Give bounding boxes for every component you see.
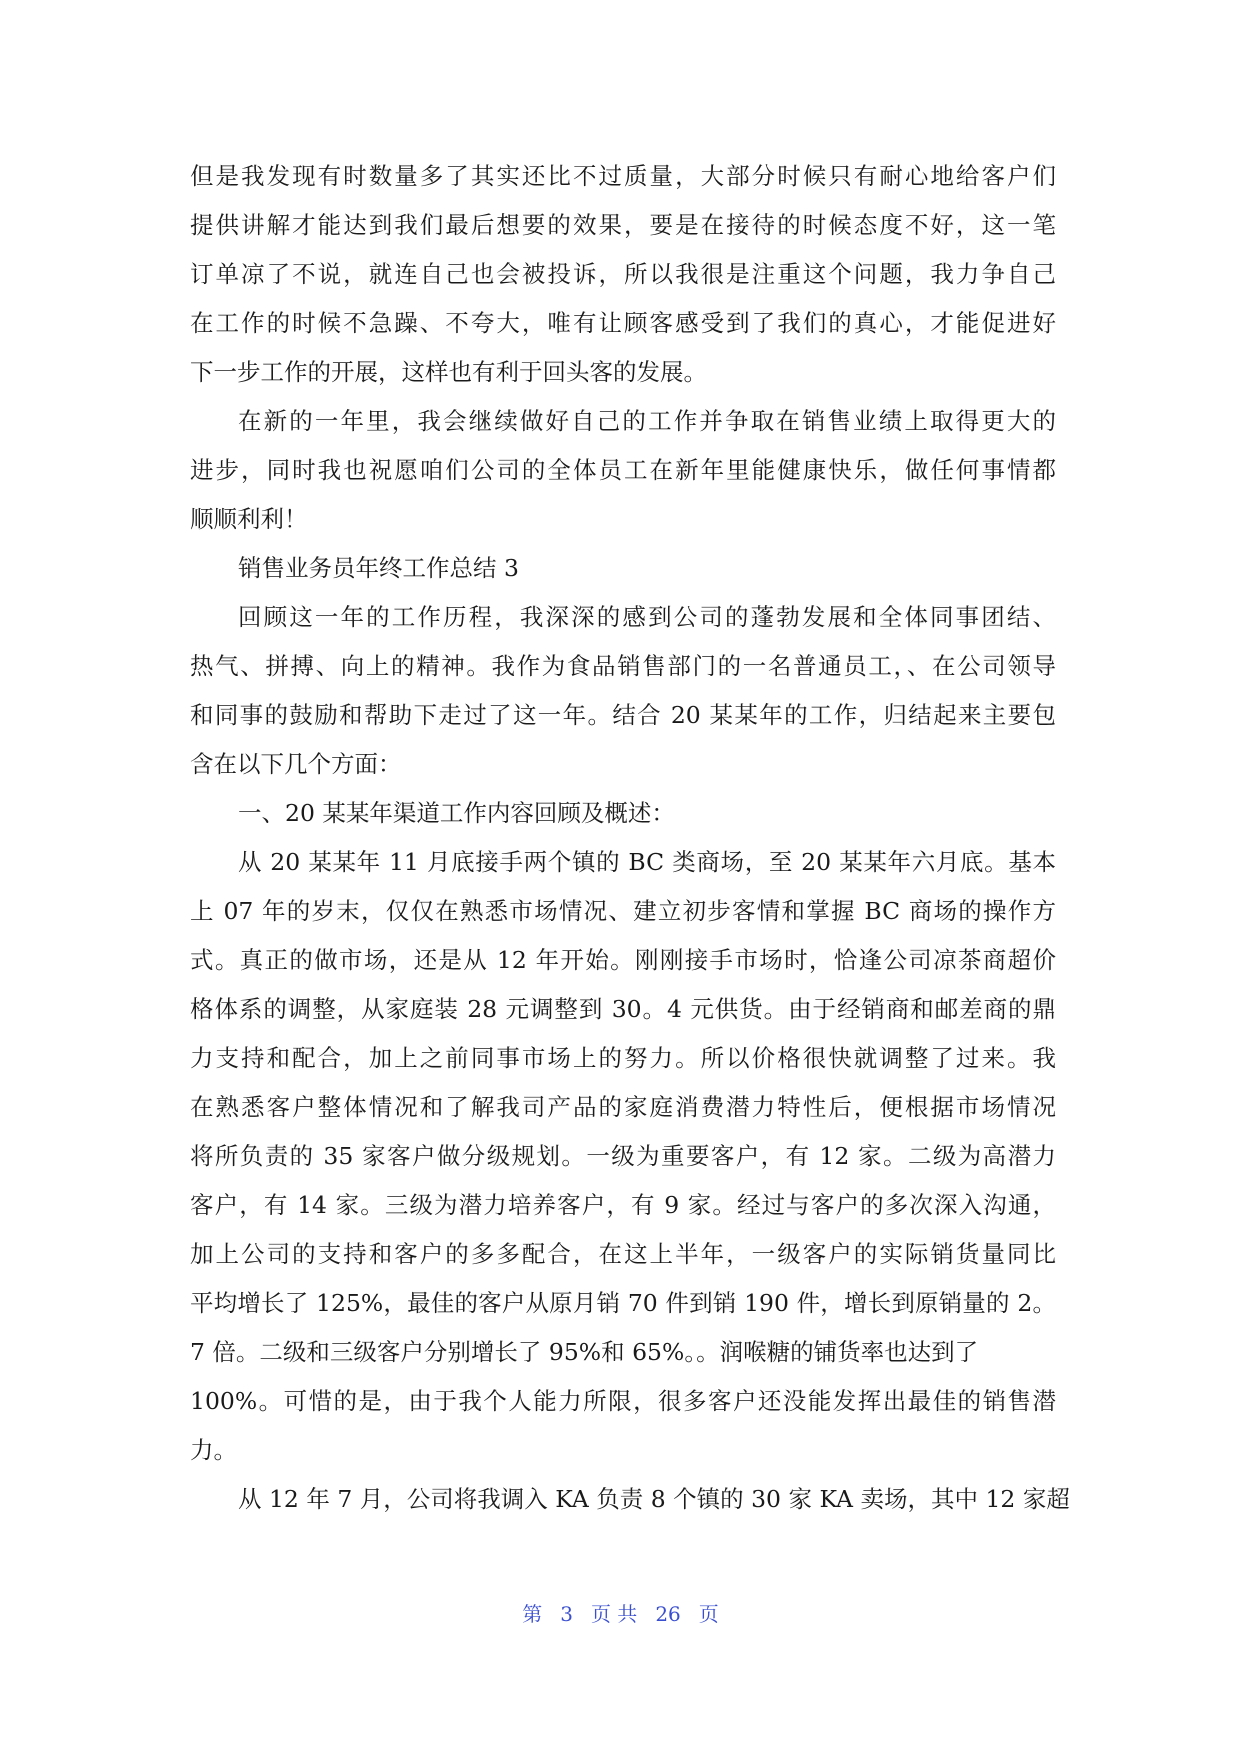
text-line: 加上公司的支持和客户的多多配合，在这上半年，一级客户的实际销货量同比: [190, 1240, 1056, 1268]
footer-suffix: 页: [698, 1602, 719, 1626]
text-line: 在熟悉客户整体情况和了解我司产品的家庭消费潜力特性后，便根据市场情况: [190, 1093, 1056, 1121]
text-line: 100%。可惜的是，由于我个人能力所限，很多客户还没能发挥出最佳的销售潜: [190, 1387, 1056, 1415]
section-heading: 销售业务员年终工作总结 3: [238, 554, 519, 582]
text-line: 在工作的时候不急躁、不夸大，唯有让顾客感受到了我们的真心，才能促进好: [190, 309, 1056, 337]
text-line: 在新的一年里，我会继续做好自己的工作并争取在销售业绩上取得更大的: [238, 407, 1056, 435]
text-line: 订单凉了不说，就连自己也会被投诉，所以我很是注重这个问题，我力争自己: [190, 260, 1056, 288]
page-number-footer: [0, 1598, 1241, 1627]
footer-prefix: 第: [522, 1602, 543, 1626]
text-line: 7 倍。二级和三级客户分别增长了 95%和 65%。。润喉糖的铺货率也达到了: [190, 1338, 979, 1366]
text-line: 进步，同时我也祝愿咱们公司的全体员工在新年里能健康快乐，做任何事情都: [190, 456, 1056, 484]
text-line: 将所负责的 35 家客户做分级规划。一级为重要客户，有 12 家。二级为高潜力: [190, 1142, 1056, 1170]
text-line: 式。真正的做市场，还是从 12 年开始。刚刚接手市场时，恰逢公司凉茶商超价: [190, 946, 1056, 974]
text-line: 但是我发现有时数量多了其实还比不过质量，大部分时候只有耐心地给客户们: [190, 162, 1056, 190]
text-line: 力支持和配合，加上之前同事市场上的努力。所以价格很快就调整了过来。我: [190, 1044, 1056, 1072]
text-line: 格体系的调整，从家庭装 28 元调整到 30。4 元供货。由于经销商和邮差商的鼎: [190, 995, 1056, 1023]
document-body: [190, 152, 1070, 1524]
text-line: 下一步工作的开展，这样也有利于回头客的发展。: [190, 358, 707, 386]
footer-middle: 页 共: [590, 1602, 638, 1626]
text-line: 力。: [190, 1436, 237, 1464]
text-line: 含在以下几个方面：: [190, 750, 402, 778]
text-line: 客户，有 14 家。三级为潜力培养客户，有 9 家。经过与客户的多次深入沟通，: [190, 1191, 1056, 1219]
text-line: 从 20 某某年 11 月底接手两个镇的 BC 类商场，至 20 某某年六月底。基本: [238, 848, 1056, 876]
text-line: 热气、拼搏、向上的精神。我作为食品销售部门的一名普通员工，、在公司领导: [190, 652, 1056, 680]
subsection-heading: 一、20 某某年渠道工作内容回顾及概述：: [238, 799, 675, 827]
text-line: 从 12 年 7 月，公司将我调入 KA 负责 8 个镇的 30 家 KA 卖场，其中 12 家超: [238, 1485, 1070, 1513]
text-line: 和同事的鼓励和帮助下走过了这一年。结合 20 某某年的工作，归结起来主要包: [190, 701, 1056, 729]
current-page-number: 3: [560, 1602, 573, 1626]
text-line: 平均增长了 125%，最佳的客户从原月销 70 件到销 190 件，增长到原销量的 2。: [190, 1289, 1056, 1317]
text-line: 回顾这一年的工作历程，我深深的感到公司的蓬勃发展和全体同事团结、: [238, 603, 1056, 631]
total-pages-number: 26: [655, 1602, 681, 1626]
text-line: 顺顺利利！: [190, 505, 308, 533]
text-line: 提供讲解才能达到我们最后想要的效果，要是在接待的时候态度不好，这一笔: [190, 211, 1056, 239]
text-line: 上 07 年的岁末，仅仅在熟悉市场情况、建立初步客情和掌握 BC 商场的操作方: [190, 897, 1056, 925]
